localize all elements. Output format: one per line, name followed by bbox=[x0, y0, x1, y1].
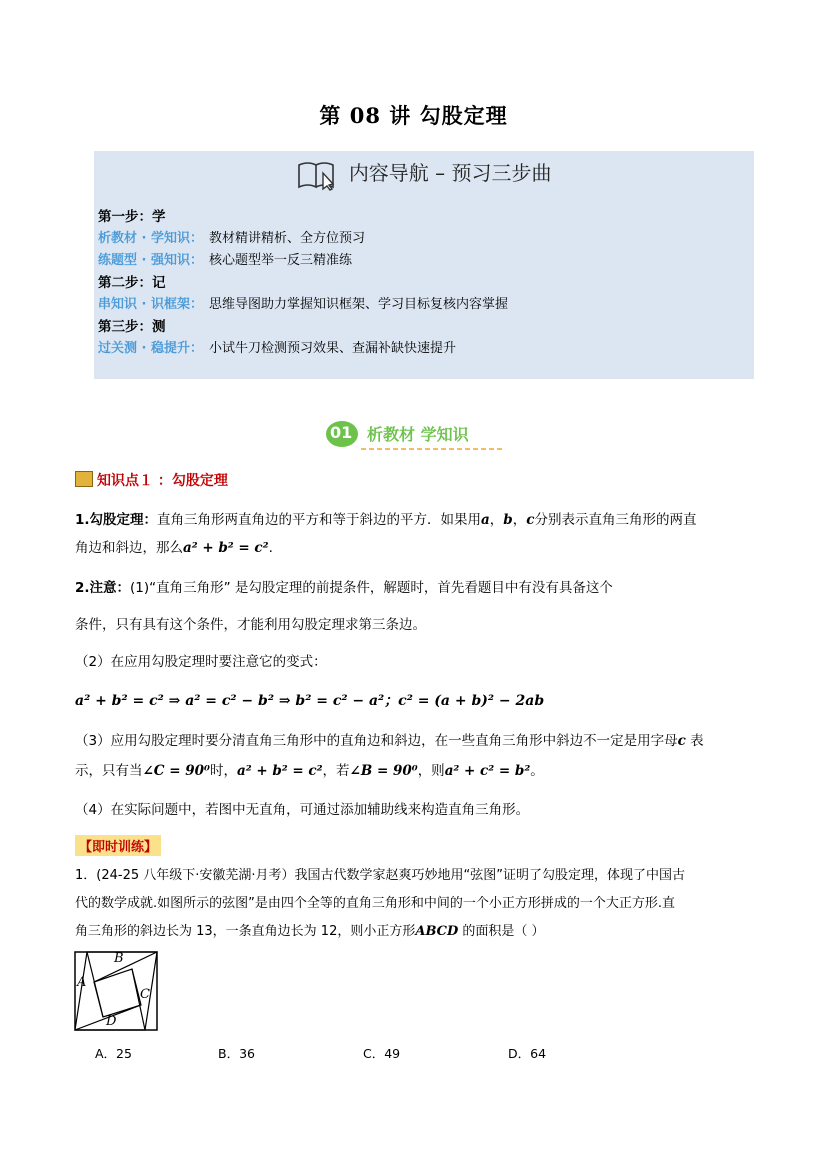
figure-label-c: C bbox=[140, 987, 150, 1002]
var-a: a bbox=[481, 512, 490, 528]
nav-row-3-desc: 思维导图助力掌握知识框架、学习目标复核内容掌握 bbox=[209, 297, 509, 312]
paragraph-1 bbox=[75, 510, 696, 530]
section-number: 01 bbox=[330, 423, 353, 442]
nav-row-4[interactable] bbox=[98, 337, 456, 356]
formula-3: a² + c² = b² bbox=[444, 763, 531, 779]
choice-b[interactable]: B．36 bbox=[218, 1046, 255, 1061]
paragraph-3: （2）在应用勾股定理时要注意它的变式： bbox=[75, 654, 327, 670]
choice-d[interactable]: D．64 bbox=[508, 1046, 547, 1061]
p1-line2: 角边和斜边，那么 bbox=[75, 540, 183, 556]
formula-2: a² + b² = c² bbox=[236, 763, 323, 779]
nav-row-2-desc: 核心题型举一反三精准练 bbox=[209, 253, 353, 268]
choice-a[interactable]: A．25 bbox=[95, 1046, 132, 1061]
formula-line: a² + b² = c² ⇒ a² = c² − b² ⇒ b² = c² − a²；c² = (a + b)² − 2ab bbox=[75, 693, 545, 709]
section-label: 析教材 学知识 bbox=[367, 425, 469, 444]
nav-row-1-desc: 教材精讲精析、全方位预习 bbox=[209, 231, 366, 246]
question-1-line-1: 1．(24-25 八年级下·安徽芜湖·月考）我国古代数学家赵爽巧妙地用“弦图”证明了勾股定理，体现了中国古 bbox=[75, 868, 685, 883]
knowledge-point-heading bbox=[75, 470, 228, 490]
page-title: 第 08 讲 勾股定理 bbox=[319, 103, 508, 128]
nav-row-3[interactable] bbox=[98, 293, 508, 312]
notebook-icon bbox=[75, 471, 93, 487]
p1-end: . bbox=[268, 540, 273, 556]
knowledge-point-text: 知识点１ ：勾股定理 bbox=[97, 473, 228, 489]
p1-sep1: ， bbox=[489, 512, 504, 528]
p4-l2d: ，则 bbox=[417, 763, 445, 779]
p4-l2b: 时， bbox=[209, 763, 237, 779]
nav-header-text: 内容导航 – 预习三步曲 bbox=[348, 161, 552, 185]
var-c-2: c bbox=[677, 733, 686, 749]
paragraph-4-line-2 bbox=[75, 761, 544, 781]
p4-l2a: 示，只有当 bbox=[75, 763, 143, 779]
content-navigation-box bbox=[94, 151, 754, 379]
p4-l2c: ，若 bbox=[322, 763, 350, 779]
nav-row-2-key[interactable]: 练题型 · 强知识： bbox=[98, 253, 203, 268]
paragraph-4 bbox=[75, 731, 704, 751]
section-badge bbox=[325, 420, 505, 456]
var-b: b bbox=[503, 512, 513, 528]
p4-text-b: 表 bbox=[685, 733, 704, 749]
instant-training-label: 【即时训练】 bbox=[75, 835, 161, 856]
figure-label-a: A bbox=[77, 975, 87, 990]
paragraph-5: （4）在实际问题中，若图中无直角，可通过添加辅助线来构造直角三角形。 bbox=[75, 802, 530, 818]
nav-row-3-key[interactable]: 串知识 · 识框架： bbox=[98, 297, 203, 312]
p1-lead: 1.勾股定理： bbox=[75, 512, 158, 528]
nav-row-4-key[interactable]: 过关测 · 稳提升： bbox=[98, 341, 203, 356]
p4-text-a: （3）应用勾股定理时要分清直角三角形中的直角边和斜边，在一些直角三角形中斜边不一定是用字母 bbox=[75, 733, 678, 749]
step-2: 第二步：记 bbox=[98, 275, 166, 291]
paragraph-2-line-2: 条件，只有具有这个条件，才能利用勾股定理求第三条边。 bbox=[75, 617, 426, 633]
nav-row-1[interactable] bbox=[98, 227, 365, 246]
q1-l3a: 角三角形的斜边长为 13，一条直角边长为 12，则小正方形 bbox=[75, 924, 416, 939]
step-1: 第一步：学 bbox=[98, 209, 166, 225]
square-abcd-label: ABCD bbox=[415, 924, 459, 939]
pythagorean-formula: a² + b² = c² bbox=[183, 540, 269, 556]
paragraph-2 bbox=[75, 578, 613, 598]
figure-label-d: D bbox=[106, 1014, 117, 1029]
figure-label-b: B bbox=[114, 951, 124, 966]
zhao-shuang-figure bbox=[74, 951, 158, 1031]
paragraph-1-line-2 bbox=[75, 538, 273, 558]
q1-l3b: 的面积是（ ） bbox=[458, 924, 545, 939]
choice-c[interactable]: C．49 bbox=[363, 1046, 401, 1061]
p1-sep2: ， bbox=[512, 512, 527, 528]
nav-row-4-desc: 小试牛刀检测预习效果、查漏补缺快速提升 bbox=[209, 341, 457, 356]
p2-text: (1)“直角三角形” 是勾股定理的前提条件，解题时，首先看题目中有没有具备这个 bbox=[130, 580, 613, 596]
angle-b-formula: ∠B = 90⁰ bbox=[349, 763, 418, 779]
var-c: c bbox=[526, 512, 535, 528]
nav-row-2[interactable] bbox=[98, 249, 352, 268]
p1-text-a: 直角三角形两直角边的平方和等于斜边的平方．如果用 bbox=[157, 512, 482, 528]
nav-row-1-key[interactable]: 析教材 · 学知识： bbox=[98, 231, 203, 246]
question-1-line-2: 代的数学成就.如图所示的弦图”是由四个全等的直角三角形和中间的一个小正方形拼成的一个大正方形.直 bbox=[75, 896, 676, 911]
nav-header bbox=[94, 157, 754, 191]
angle-c-formula: ∠C = 90⁰ bbox=[142, 763, 210, 779]
step-3: 第三步：测 bbox=[98, 319, 166, 335]
p2-lead: 2.注意： bbox=[75, 580, 131, 596]
question-1-line-3 bbox=[75, 922, 545, 942]
p1-text-b: 分别表示直角三角形的两直 bbox=[534, 512, 697, 528]
book-pointer-icon bbox=[296, 159, 338, 191]
p4-l2e: 。 bbox=[530, 763, 544, 779]
